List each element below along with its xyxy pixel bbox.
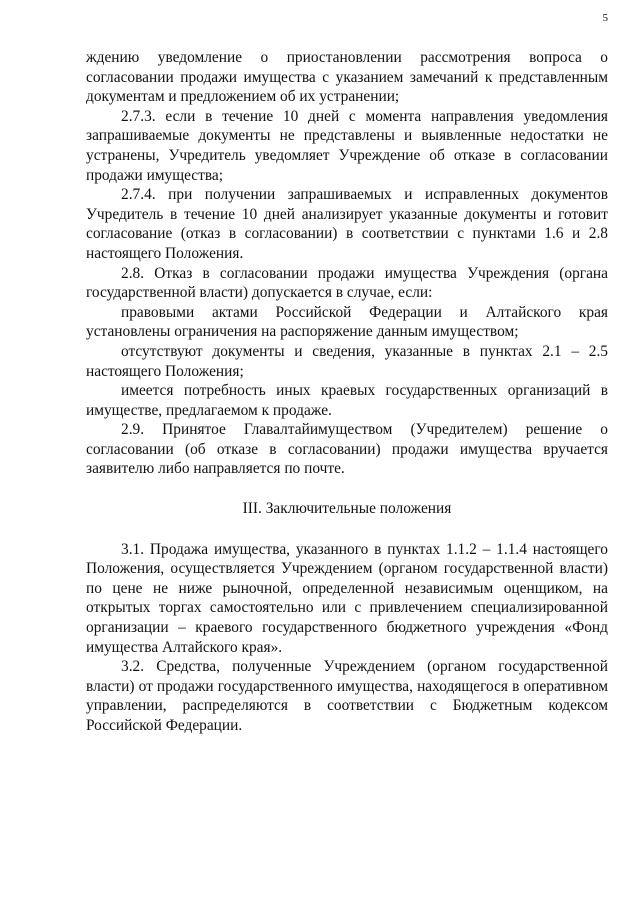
paragraph-2-8-item-1: правовыми актами Российской Федерации и Алтайского края установлены ограничения на распоряжение данным имуществом;: [86, 303, 608, 341]
paragraph-2-9: 2.9. Принятое Главалтайимуществом (Учредителем) решение о согласовании (об отказе в согласовании) продажи имущества вручается заявителю либо направляется по почте.: [86, 421, 608, 478]
paragraph-2-8-item-3: имеется потребность иных краевых государственных организаций в имуществе, предлагаемом к продаже.: [86, 382, 608, 419]
paragraph-2-8: 2.8. Отказ в согласовании продажи имущества Учреждения (органа государственной власти) допускается в случае, если:: [86, 264, 608, 302]
paragraph-2-7-4: 2.7.4. при получении запрашиваемых и исправленных документов Учредитель в течение 10 дней анализирует указанные документы и готовит согласование (отказ в согласовании) в соответствии с пунктами 1.6 и 2.8 настоящего Положения.: [86, 186, 608, 262]
paragraph-2-8-item-2: отсутствуют документы и сведения, указанные в пунктах 2.1 – 2.5 настоящего Положения;: [86, 342, 608, 380]
paragraph-3-1: 3.1. Продажа имущества, указанного в пунктах 1.1.2 – 1.1.4 настоящего Положения, осуществляется Учреждением (органом государственной власти) по цене не ниже рыночной, определенной независимым оценщиком, на открытых торгах самостоятельно или с привлечением специализированной организации – краевого государственного бюджетного учреждения «Фонд имущества Алтайского края».: [86, 540, 608, 656]
paragraph-2-7-3: 2.7.3. если в течение 10 дней с момента направления уведомления запрашиваемые документы не представлены и выявленные недостатки не устранены, Учредитель уведомляет Учреждение об отказе в согласовании продажи имущества;: [86, 107, 608, 184]
paragraph-continuation: ждению уведомление о приостановлении рассмотрения вопроса о согласовании продажи имущества с указанием замечаний к представленным документам и предложением об их устранении;: [86, 49, 608, 106]
section-heading: III. Заключительные положения: [242, 500, 452, 518]
document-body: [86, 48, 608, 736]
page-number: 5: [602, 12, 608, 24]
paragraph-3-2: 3.2. Средства, полученные Учреждением (органом государственной власти) от продажи государственного имущества, находящегося в оперативном управлении, распределяются в соответствии с Бюджетным кодексом Российской Федерации.: [86, 658, 608, 734]
